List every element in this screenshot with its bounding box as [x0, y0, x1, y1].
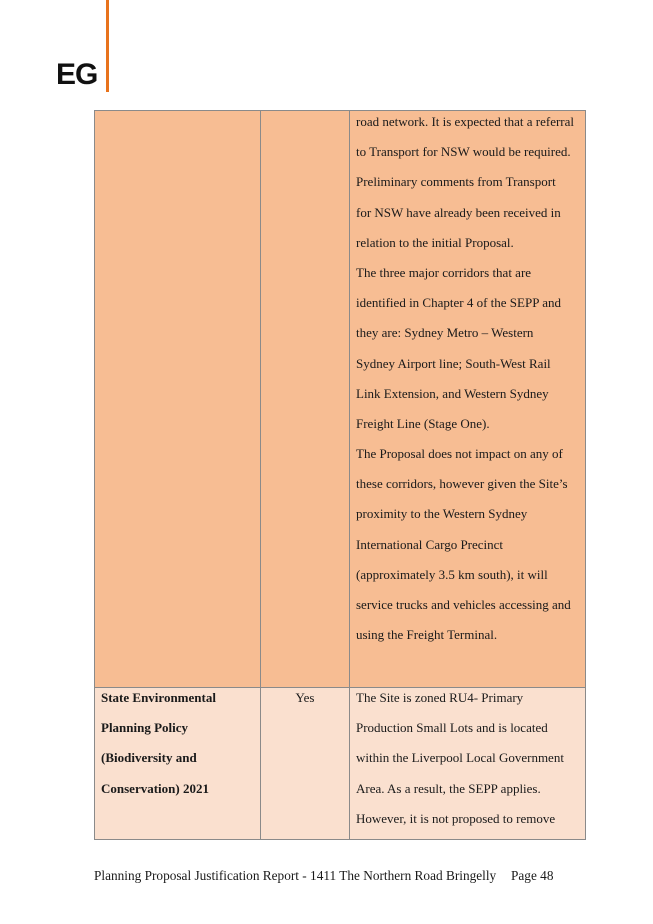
comment-line: Production Small Lots and is located	[356, 720, 548, 736]
comment-line: road network. It is expected that a referral	[356, 114, 575, 129]
comment-line: Freight Line (Stage One).	[356, 415, 490, 431]
comment-line: The Site is zoned RU4- Primary	[356, 690, 524, 705]
policy-name-line: Conservation) 2021	[101, 780, 209, 796]
table-row-transport-continued	[95, 111, 586, 688]
comment-line: Area. As a result, the SEPP applies.	[356, 780, 541, 796]
table-row-biodiversity	[95, 688, 586, 840]
sepp-assessment-table	[94, 110, 586, 840]
comment-line: using the Freight Terminal.	[356, 627, 498, 643]
policy-name-line: (Biodiversity and	[101, 750, 197, 766]
comment-line: The Proposal does not impact on any of	[356, 446, 563, 462]
page-number: Page 48	[511, 868, 554, 883]
comment-line: to Transport for NSW would be required.	[356, 144, 571, 160]
comment-line: for NSW have already been received in	[356, 204, 561, 220]
logo-text: EG	[56, 58, 98, 91]
policy-name-line: Planning Policy	[101, 720, 189, 736]
comment-line: However, it is not proposed to remove	[356, 810, 556, 826]
comment-line: proximity to the Western Sydney	[356, 506, 528, 522]
applies-cell	[261, 111, 350, 688]
comment-cell	[350, 688, 586, 840]
comment-line: service trucks and vehicles accessing and	[356, 597, 571, 612]
comment-line: Link Extension, and Western Sydney	[356, 385, 549, 401]
comment-line: Preliminary comments from Transport	[356, 174, 556, 190]
comment-line: The three major corridors that are	[356, 264, 532, 280]
comment-line: within the Liverpool Local Government	[356, 750, 564, 766]
page-footer	[94, 868, 564, 884]
logo-accent-line	[106, 0, 109, 92]
comment-line: they are: Sydney Metro – Western	[356, 325, 534, 341]
comment-line: Sydney Airport line; South-West Rail	[356, 355, 551, 371]
comment-line: (approximately 3.5 km south), it will	[356, 566, 548, 582]
comment-cell	[350, 111, 586, 688]
policy-cell	[95, 688, 261, 840]
comment-line: identified in Chapter 4 of the SEPP and	[356, 295, 561, 311]
company-logo	[56, 0, 126, 92]
comment-line: International Cargo Precinct	[356, 536, 504, 552]
comment-line: relation to the initial Proposal.	[356, 234, 514, 250]
policy-cell	[95, 111, 261, 688]
footer-title: Planning Proposal Justification Report - 1411 The Northern Road Bringelly	[94, 868, 497, 883]
comment-line: these corridors, however given the Site’s	[356, 476, 568, 492]
applies-cell	[261, 688, 350, 840]
applies-value: Yes	[295, 690, 315, 705]
policy-name-line: State Environmental	[101, 690, 216, 705]
